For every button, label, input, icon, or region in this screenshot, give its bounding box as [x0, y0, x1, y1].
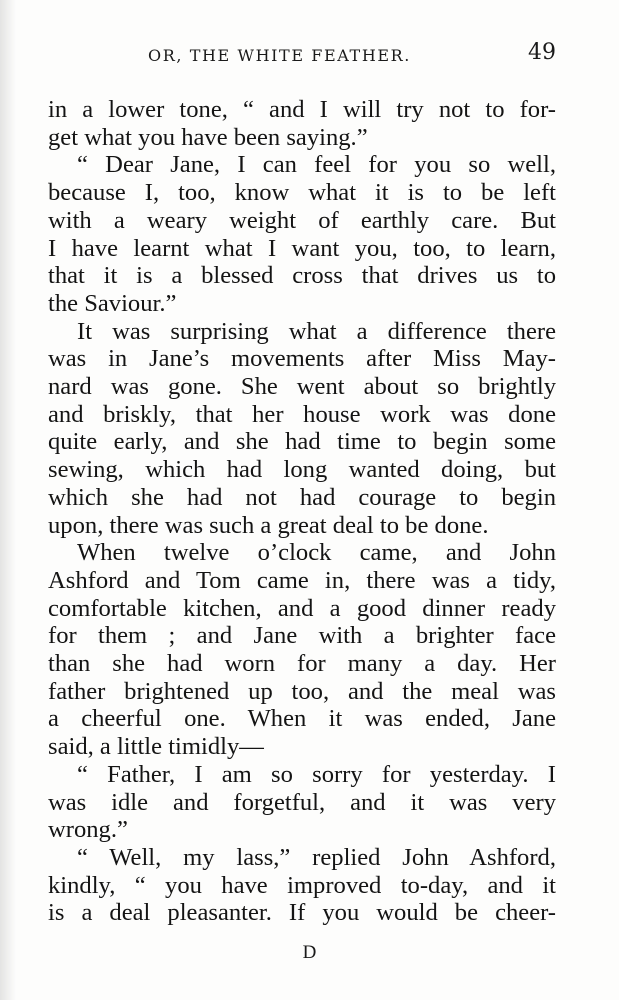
text-line: and briskly, that her house work was done: [48, 400, 556, 428]
text-line: I have learnt what I want you, too, to learn,: [48, 234, 556, 262]
text-line: a cheerful one. When it was ended, Jane: [48, 705, 556, 733]
text-line: father brightened up too, and the meal was: [48, 677, 556, 705]
running-title: OR, THE WHITE FEATHER.: [148, 46, 411, 65]
signature-mark: D: [302, 942, 317, 963]
text-line: the Saviour.”: [48, 289, 177, 317]
gutter-shadow: [0, 0, 16, 1000]
text-line: “ Father, I am so sorry for yesterday. I: [77, 760, 556, 788]
text-line: Ashford and Tom came in, there was a tidy,: [48, 566, 556, 594]
text-line: than she had worn for many a day. Her: [48, 650, 556, 678]
text-line: kindly, “ you have improved to-day, and it: [48, 871, 556, 899]
text-line: is a deal pleasanter. If you would be cheer-: [48, 899, 556, 927]
text-line: because I, too, know what it is to be left: [48, 179, 556, 207]
text-line: It was surprising what a difference there: [77, 317, 556, 345]
text-line: “ Dear Jane, I can feel for you so well,: [77, 151, 556, 179]
text-line: “ Well, my lass,” replied John Ashford,: [77, 843, 556, 871]
text-line: upon, there was such a great deal to be done.: [48, 511, 489, 539]
text-line: nard was gone. She went about so brightly: [48, 373, 556, 401]
text-line: quite early, and she had time to begin some: [48, 428, 556, 456]
text-line: was in Jane’s movements after Miss May-: [48, 345, 556, 373]
text-line: wrong.”: [48, 816, 128, 844]
text-line: comfortable kitchen, and a good dinner ready: [48, 594, 556, 622]
text-line: said, a little timidly—: [48, 733, 264, 761]
text-line: get what you have been saying.”: [48, 123, 368, 151]
text-line: for them ; and Jane with a brighter face: [48, 622, 556, 650]
text-line: When twelve o’clock came, and John: [77, 539, 556, 567]
text-line: that it is a blessed cross that drives us to: [48, 262, 556, 290]
running-head: [48, 38, 556, 78]
text-line: with a weary weight of earthly care. But: [48, 206, 556, 234]
text-line: sewing, which had long wanted doing, but: [48, 456, 556, 484]
text-line: was idle and forgetful, and it was very: [48, 788, 556, 816]
body-text: [48, 96, 556, 927]
text-line: in a lower tone, “ and I will try not to for-: [48, 96, 556, 123]
page-number: 49: [528, 40, 556, 65]
text-line: which she had not had courage to begin: [48, 483, 556, 511]
